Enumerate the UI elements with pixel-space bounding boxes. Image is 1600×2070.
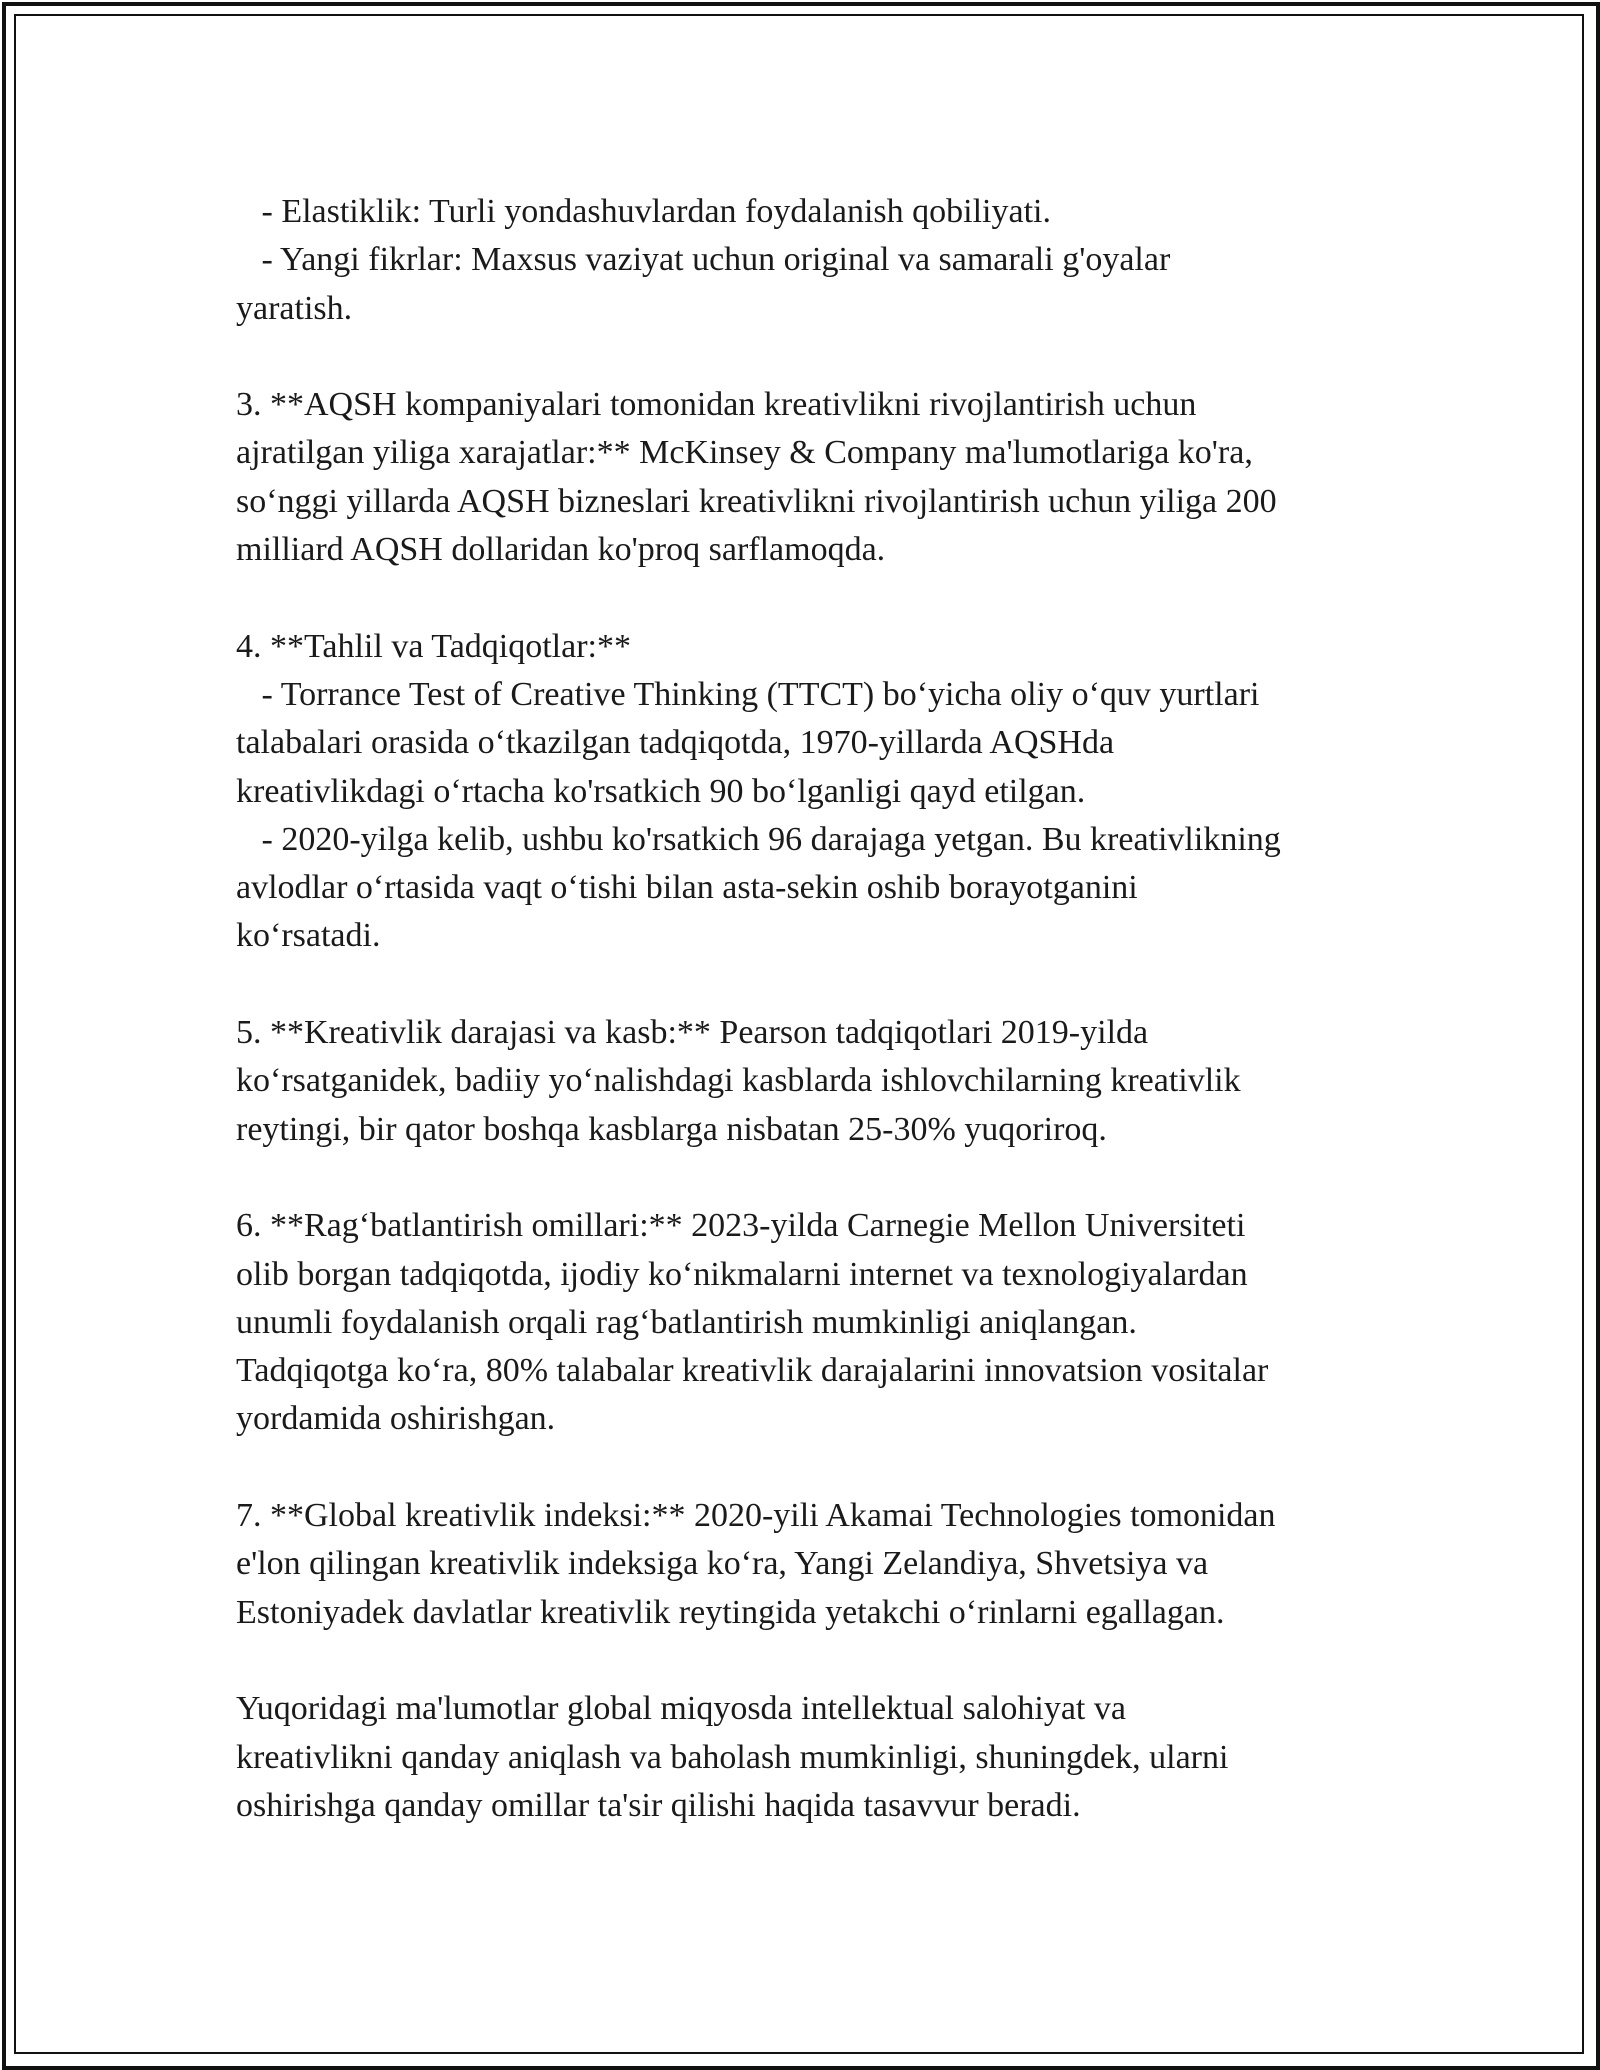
text-line: - Torrance Test of Creative Thinking (TTCT) bo‘yicha oliy o‘quv yurtlari [236, 675, 1260, 713]
text-line: reytingi, bir qator boshqa kasblarga nisbatan 25-30% yuqoriroq. [236, 1110, 1107, 1148]
text-line: 6. **Rag‘batlantirish omillari:** 2023-yilda Carnegie Mellon Universiteti [236, 1207, 1246, 1245]
document-body [236, 188, 1376, 1830]
text-line: Tadqiqotga ko‘ra, 80% talabalar kreativlik darajalarini innovatsion vositalar [236, 1352, 1269, 1390]
text-line: - Yangi fikrlar: Maxsus vaziyat uchun original va samarali g'oyalar [236, 241, 1171, 279]
text-line: yaratish. [236, 289, 353, 327]
text-line: ko‘rsatadi. [236, 917, 381, 955]
paragraph-item-6 [236, 1202, 1376, 1443]
text-line: so‘nggi yillarda AQSH bizneslari kreativlikni rivojlantirish uchun yiliga 200 [236, 482, 1277, 520]
text-line: 4. **Tahlil va Tadqiqotlar:** [236, 627, 631, 665]
text-line: 7. **Global kreativlik indeksi:** 2020-yili Akamai Technologies tomonidan [236, 1497, 1276, 1535]
text-line: Yuqoridagi ma'lumotlar global miqyosda intellektual salohiyat va [236, 1690, 1126, 1728]
paragraph-item-7 [236, 1492, 1376, 1637]
text-line: Estoniyadek davlatlar kreativlik reytingida yetakchi o‘rinlarni egallagan. [236, 1593, 1225, 1631]
paragraph-spacer [236, 574, 1376, 622]
text-line: yordamida oshirishgan. [236, 1400, 556, 1438]
text-line: kreativlikdagi o‘rtacha ko'rsatkich 90 bo‘lganligi qayd etilgan. [236, 772, 1086, 810]
text-line: talabalari orasida o‘tkazilgan tadqiqotda, 1970-yillarda AQSHda [236, 724, 1115, 762]
paragraph-item-2-tail [236, 188, 1376, 333]
paragraph-item-4 [236, 623, 1376, 961]
text-line: olib borgan tadqiqotda, ijodiy ko‘nikmalarni internet va texnologiyalardan [236, 1255, 1248, 1293]
text-line: 3. **AQSH kompaniyalari tomonidan kreativlikni rivojlantirish uchun [236, 386, 1197, 424]
text-line: ajratilgan yiliga xarajatlar:** McKinsey & Company ma'lumotlariga ko'ra, [236, 434, 1253, 472]
paragraph-spacer [236, 333, 1376, 381]
text-line: avlodlar o‘rtasida vaqt o‘tishi bilan asta-sekin oshib borayotganini [236, 869, 1138, 907]
paragraph-item-3 [236, 381, 1376, 574]
text-line: milliard AQSH dollaridan ko'proq sarflamoqda. [236, 531, 886, 569]
paragraph-spacer [236, 1154, 1376, 1202]
text-line: kreativlikni qanday aniqlash va baholash mumkinligi, shuningdek, ularni [236, 1738, 1229, 1776]
text-line: 5. **Kreativlik darajasi va kasb:** Pearson tadqiqotlari 2019-yilda [236, 1014, 1149, 1052]
text-line: e'lon qilingan kreativlik indeksiga ko‘ra, Yangi Zelandiya, Shvetsiya va [236, 1545, 1209, 1583]
paragraph-spacer [236, 1637, 1376, 1685]
text-line: - 2020-yilga kelib, ushbu ko'rsatkich 96 darajaga yetgan. Bu kreativlikning [236, 820, 1281, 858]
paragraph-conclusion [236, 1685, 1376, 1830]
text-line: - Elastiklik: Turli yondashuvlardan foydalanish qobiliyati. [236, 193, 1051, 230]
text-line: oshirishga qanday omillar ta'sir qilishi haqida tasavvur beradi. [236, 1786, 1081, 1824]
text-line: unumli foydalanish orqali rag‘batlantirish mumkinligi aniqlangan. [236, 1303, 1137, 1341]
paragraph-item-5 [236, 1009, 1376, 1154]
paragraph-spacer [236, 961, 1376, 1009]
paragraph-spacer [236, 1444, 1376, 1492]
text-line: ko‘rsatganidek, badiiy yo‘nalishdagi kasblarda ishlovchilarning kreativlik [236, 1062, 1241, 1100]
